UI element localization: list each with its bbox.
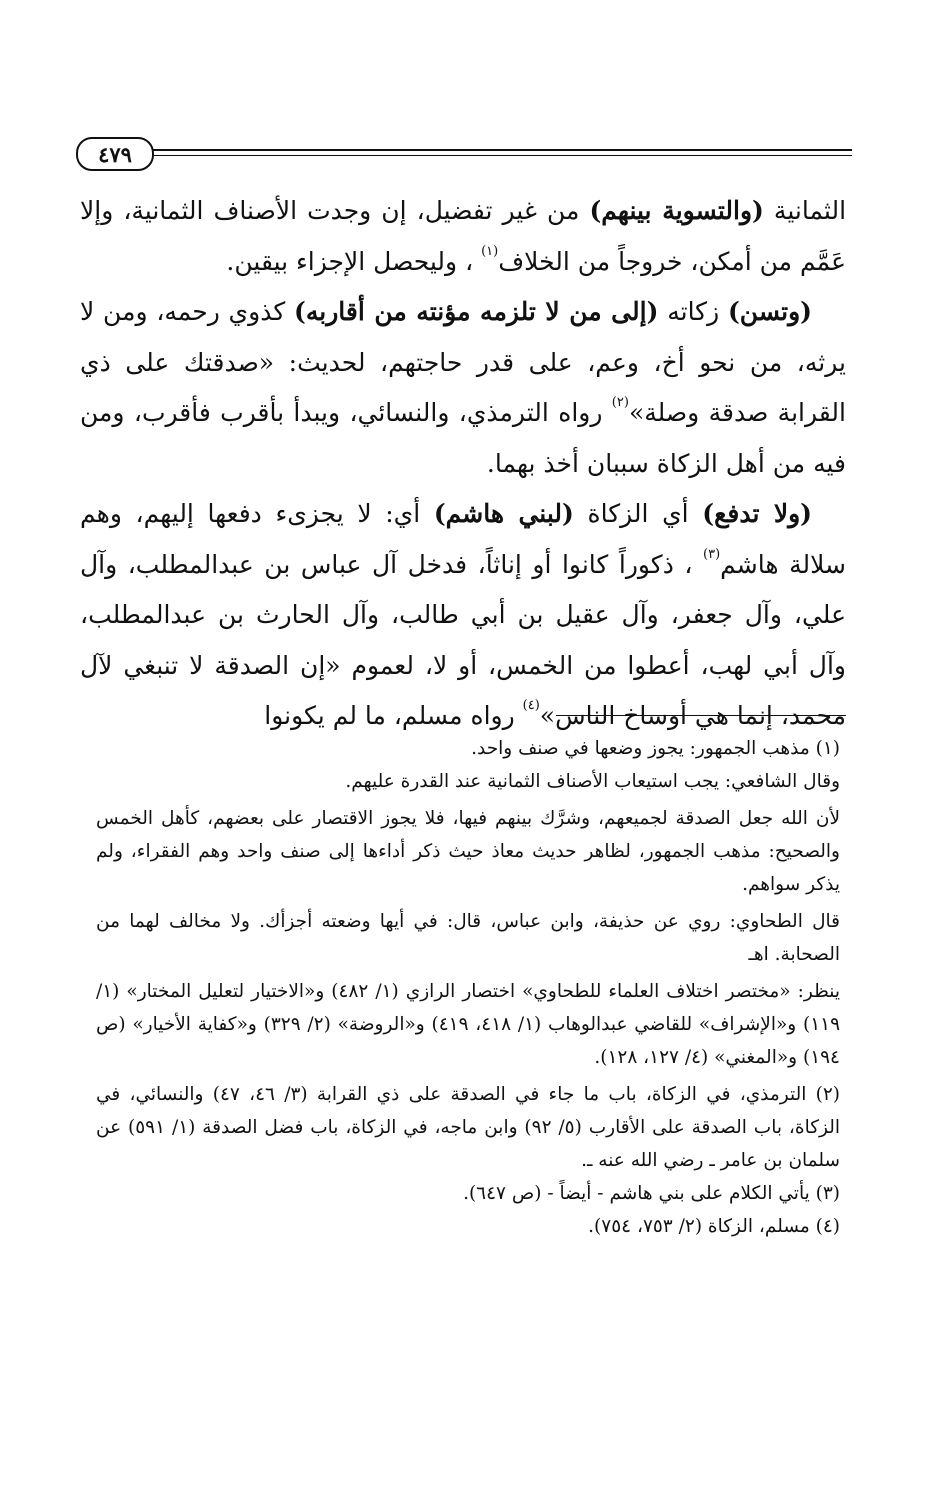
header-rule bbox=[146, 149, 852, 156]
bold-term: (ولا تدفع) bbox=[702, 499, 812, 528]
bold-term: (إلى من لا تلزمه مؤنته من أقاربه) bbox=[294, 297, 659, 326]
text: ، وليحصل الإجزاء بيقين. bbox=[226, 246, 482, 276]
text: رواه الترمذي، والنسائي، ويبدأ بأقرب فأقرب، ومن فيه من أهل الزكاة سببان أخذ بهما. bbox=[80, 398, 846, 478]
footnote-3: (٣) يأتي الكلام على بني هاشم - أيضاً - (ص ٦٤٧). bbox=[463, 1183, 840, 1204]
paragraph-1 bbox=[80, 186, 846, 287]
footnote-1-references: ينظر: «مختصر اختلاف العلماء للطحاوي» اختصار الرازي (١/ ٤٨٢) و«الاختيار لتعليل المختار» (١/ ١١٩) و«الإشراف» للقاضي عبدالوهاب (١/ ٤١٨، ٤١٩) و«الروضة» (٢/ ٣٢٩) و«كفاية الأخيار» (ص ١٩٤) و«المغني» (٤/ ١٢٧، ١٢٨). bbox=[96, 981, 841, 1068]
page-number: ٤٧٩ bbox=[76, 137, 154, 171]
page-header bbox=[76, 137, 852, 177]
footnote-ref[interactable]: (٤) bbox=[522, 698, 540, 713]
text: أي: لا يجزىء دفعها إليهم، وهم سلالة هاشم bbox=[80, 499, 847, 579]
text: ، ذكوراً كانوا أو إناثاً، فدخل آل عباس بن عبدالمطلب، وآل علي، وآل جعفر، وآل عقيل بن أبي طالب، وآل الحارث بن عبدالمطلب، وآل أبي لهب، أعطوا من الخمس، أو لا، لعموم «إن الصدقة لا تنبغي لآل محمد، إنما هي أوساخ الناس» bbox=[80, 549, 846, 730]
footnote-1-continued: قال الطحاوي: روي عن حذيفة، وابن عباس، قال: في أيها وضعته أجزأك. ولا مخالف لهما من الصحابة. اهـ bbox=[96, 911, 840, 965]
text: رواه مسلم، ما لم يكونوا bbox=[264, 701, 523, 730]
footnote-ref[interactable]: (٣) bbox=[703, 546, 721, 562]
text: كذوي رحمه، ومن لا يرثه، من نحو أخ، وعم، على قدر حاجتهم، لحديث: «صدقتك على ذي القرابة صدقة وصلة» bbox=[80, 297, 846, 427]
paragraph-2 bbox=[80, 287, 846, 489]
text: الثمانية bbox=[763, 196, 847, 225]
text: أي الزكاة bbox=[573, 499, 703, 528]
footnotes bbox=[96, 732, 840, 1243]
footnote-2: (٢) الترمذي، في الزكاة، باب ما جاء في الصدقة على ذي القرابة (٣/ ٤٦، ٤٧) والنسائي، في الزكاة، باب الصدقة على الأقارب (٥/ ٩٢) وابن ماجه، في الزكاة، باب فضل الصدقة (١/ ٥٩١) عن سلمان بن عامر ـ رضي الله عنه ـ. bbox=[96, 1084, 840, 1171]
footnote-ref[interactable]: (١) bbox=[481, 243, 499, 259]
text: زكاته bbox=[658, 297, 728, 326]
footnote-1-continued: وقال الشافعي: يجب استيعاب الأصناف الثمانية عند القدرة عليهم. bbox=[345, 771, 840, 792]
footnote-4: (٤) مسلم، الزكاة (٢/ ٧٥٣، ٧٥٤). bbox=[588, 1216, 840, 1237]
main-text bbox=[80, 186, 846, 742]
bold-term: (والتسوية بينهم) bbox=[589, 196, 764, 225]
footnote-1: (١) مذهب الجمهور: يجوز وضعها في صنف واحد. bbox=[471, 738, 840, 759]
footnote-1-continued: لأن الله جعل الصدقة لجميعهم، وشرَّك بينهم فيها، فلا يجوز الاقتصار على بعضهم، كأهل الخمس والصحيح: مذهب الجمهور، لظاهر حديث معاذ حيث ذكر أداءها إلى صنف واحد وهم الفقراء، ولم يذكر سواهم. bbox=[96, 808, 840, 895]
footnote-ref[interactable]: (٢) bbox=[611, 395, 629, 410]
text: من غير تفضيل، إن وجدت الأصناف الثمانية، وإلا عَمَّم من أمكن، خروجاً من الخلاف bbox=[80, 196, 846, 276]
bold-term: (لبني هاشم) bbox=[433, 499, 574, 528]
paragraph-3 bbox=[80, 489, 846, 742]
footnote-separator bbox=[556, 715, 846, 716]
bold-term: (وتسن) bbox=[727, 297, 812, 326]
